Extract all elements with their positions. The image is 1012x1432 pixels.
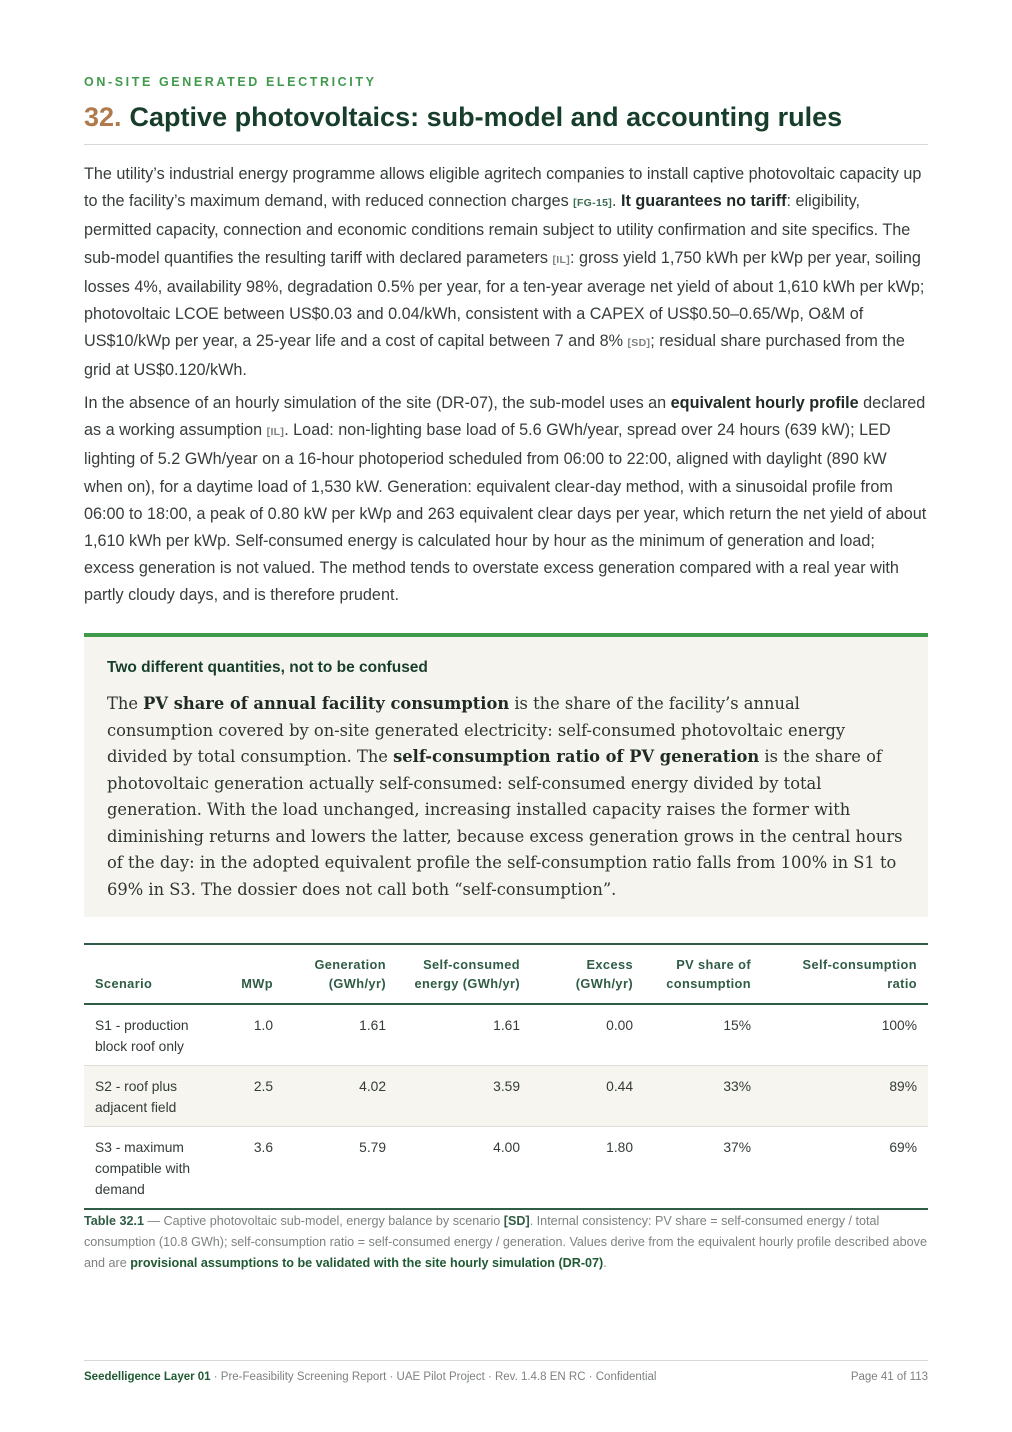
bold-text: provisional assumptions to be validated with the site hourly simulation (DR-07): [130, 1256, 604, 1270]
text: : gross yield 1,750 kWh per kWp per year, soiling losses 4%, availability 98%, degradation 0.5% per year, for a ten-year average net yield of about 1,610 kWh per kWp; photovoltaic LCOE between US$0.03 and 0.04/kWh, consistent with a CAPEX of US$0.50–0.65/Wp, O&M of US$10/kWp per year, a 25-year life and a cost of capital between 7 and 8%: [84, 248, 925, 351]
bold-text: self-consumption ratio of PV generation: [393, 747, 760, 766]
caption-label: Table 32.1: [84, 1214, 144, 1228]
table-cell: 37%: [644, 1127, 762, 1210]
table-cell: 1.61: [359, 1018, 386, 1033]
text: .: [603, 1256, 607, 1270]
text: is the share of photovoltaic generation actually self-consumed: self-consumed energy divided by total generation. With the load unchanged, increasing installed capacity raises the former with diminishing returns and lowers the latter, because excess generation grows in the central hours of the day: in the adopted equivalent profile the self-consumption ratio falls from 100% in S1 to 69% in S3. The dossier does not call both “self-consumption”.: [107, 747, 903, 899]
source-tag: [FG-15]: [573, 197, 613, 210]
table-cell: 4.00: [397, 1127, 531, 1210]
table-cell: 0.00: [606, 1018, 633, 1033]
table-cell: 100%: [881, 1018, 917, 1033]
table-cell: 15%: [723, 1018, 751, 1033]
table-caption: [84, 1211, 928, 1274]
column-header: Scenario: [84, 944, 212, 1004]
table-cell: 1.61: [493, 1018, 520, 1033]
callout-body: [107, 691, 907, 903]
source-tag: [SD]: [627, 337, 651, 350]
text: : eligibility, permitted capacity, connection and economic conditions remain subject to utility confirmation and site specifics. The sub-model quantifies the resulting tariff with declared parameters: [84, 192, 911, 267]
text: declared as a working assumption: [84, 394, 926, 440]
source-tag: [IL]: [266, 426, 285, 439]
table-cell: 1.0: [253, 1018, 273, 1033]
footer-divider: [84, 1360, 928, 1361]
column-header: Self-consumed energy (GWh/yr): [397, 944, 531, 1004]
source-tag: [IL]: [552, 253, 571, 266]
text: ; residual share purchased from the grid at US$0.120/kWh.: [84, 332, 905, 380]
table-cell: 2.5: [212, 1066, 284, 1127]
text: The utility’s industrial energy programme allows eligible agritech companies to install captive photovoltaic capacity up to the facility’s maximum demand, with reduced connection charges: [84, 165, 922, 211]
page-title: [84, 102, 842, 133]
table-cell: 1.80: [531, 1127, 644, 1210]
text: — Captive photovoltaic sub-model, energy balance by scenario: [143, 1214, 504, 1228]
column-header: PV share of consumption: [644, 944, 762, 1004]
column-header: MWp: [212, 944, 284, 1004]
table-cell: 3.59: [397, 1066, 531, 1127]
title-divider: [84, 144, 928, 145]
text: .: [612, 192, 622, 211]
section-number: 32.: [84, 102, 122, 132]
bold-text: equivalent hourly profile: [670, 394, 859, 412]
section-title: Captive photovoltaics: sub-model and accounting rules: [129, 102, 843, 132]
text: is the share of the facility’s annual consumption covered by on-site generated electricity: self-consumed photovoltaic energy divided by total consumption. The: [107, 694, 846, 766]
callout-title: Two different quantities, not to be confused: [107, 659, 428, 676]
text: In the absence of an hourly simulation of the site (DR-07), the sub-model uses an: [84, 394, 671, 412]
table-header-row: [84, 944, 928, 1004]
footer-brand: Seedelligence Layer 01: [84, 1371, 211, 1383]
table-row: [84, 1127, 928, 1210]
column-header: Generation (GWh/yr): [284, 944, 397, 1004]
bold-text: It guarantees no tariff: [621, 192, 787, 211]
table-row: [84, 1066, 928, 1127]
energy-balance-table: [84, 943, 928, 1210]
table-cell: 5.79: [284, 1127, 397, 1210]
footer-text: · Pre-Feasibility Screening Report · UAE Pilot Project · Rev. 1.4.8 EN RC · Confidential: [210, 1371, 657, 1383]
section-kicker: ON-SITE GENERATED ELECTRICITY: [84, 75, 377, 89]
text: . Load: non-lighting base load of 5.6 GWh/year, spread over 24 hours (639 kW); LED lighting of 5.2 GWh/year on a 16-hour photoperiod scheduled from 06:00 to 22:00, aligned with daylight (890 kW when on), for a daytime load of 1,530 kW. Generation: equivalent clear-day method, with a sinusoidal profile from 06:00 to 18:00, a peak of 0.80 kW per kWp and 263 equivalent clear days per year, which return the net yield of about 1,610 kWh per kWp. Self-consumed energy is calculated hour by hour as the minimum of generation and load; excess generation is not valued. The method tends to overstate excess generation compared with a real year with partly cloudy days, and is therefore prudent.: [84, 421, 927, 605]
table-cell: 4.02: [284, 1066, 397, 1127]
table-row: [84, 1004, 928, 1066]
footer-document-info: [84, 1371, 656, 1383]
table-cell: 89%: [762, 1066, 928, 1127]
text: The: [107, 694, 144, 713]
page-number: Page 41 of 113: [850, 1371, 928, 1383]
column-header: Excess (GWh/yr): [531, 944, 644, 1004]
table-cell: S2 - roof plus adjacent field: [84, 1066, 212, 1127]
method-paragraph: [84, 390, 928, 610]
text: . Internal consistency: PV share = self-consumed energy / total consumption (10.8 GWh); self-consumption ratio = self-consumed energy / generation. Values derive from the equivalent hourly profile described above and are: [84, 1214, 927, 1270]
column-header: Self-consumption ratio: [762, 944, 928, 1004]
table-cell: 69%: [762, 1127, 928, 1210]
table-cell: 0.44: [531, 1066, 644, 1127]
bold-text: PV share of annual facility consumption: [143, 694, 510, 713]
source-tag: [SD]: [503, 1214, 530, 1228]
table-cell: S1 - production block roof only: [95, 1018, 189, 1054]
intro-paragraph: [84, 161, 928, 385]
table-cell: 3.6: [212, 1127, 284, 1210]
callout-box: [84, 633, 928, 917]
table-cell: S3 - maximum compatible with demand: [84, 1127, 212, 1210]
table-cell: 33%: [644, 1066, 762, 1127]
